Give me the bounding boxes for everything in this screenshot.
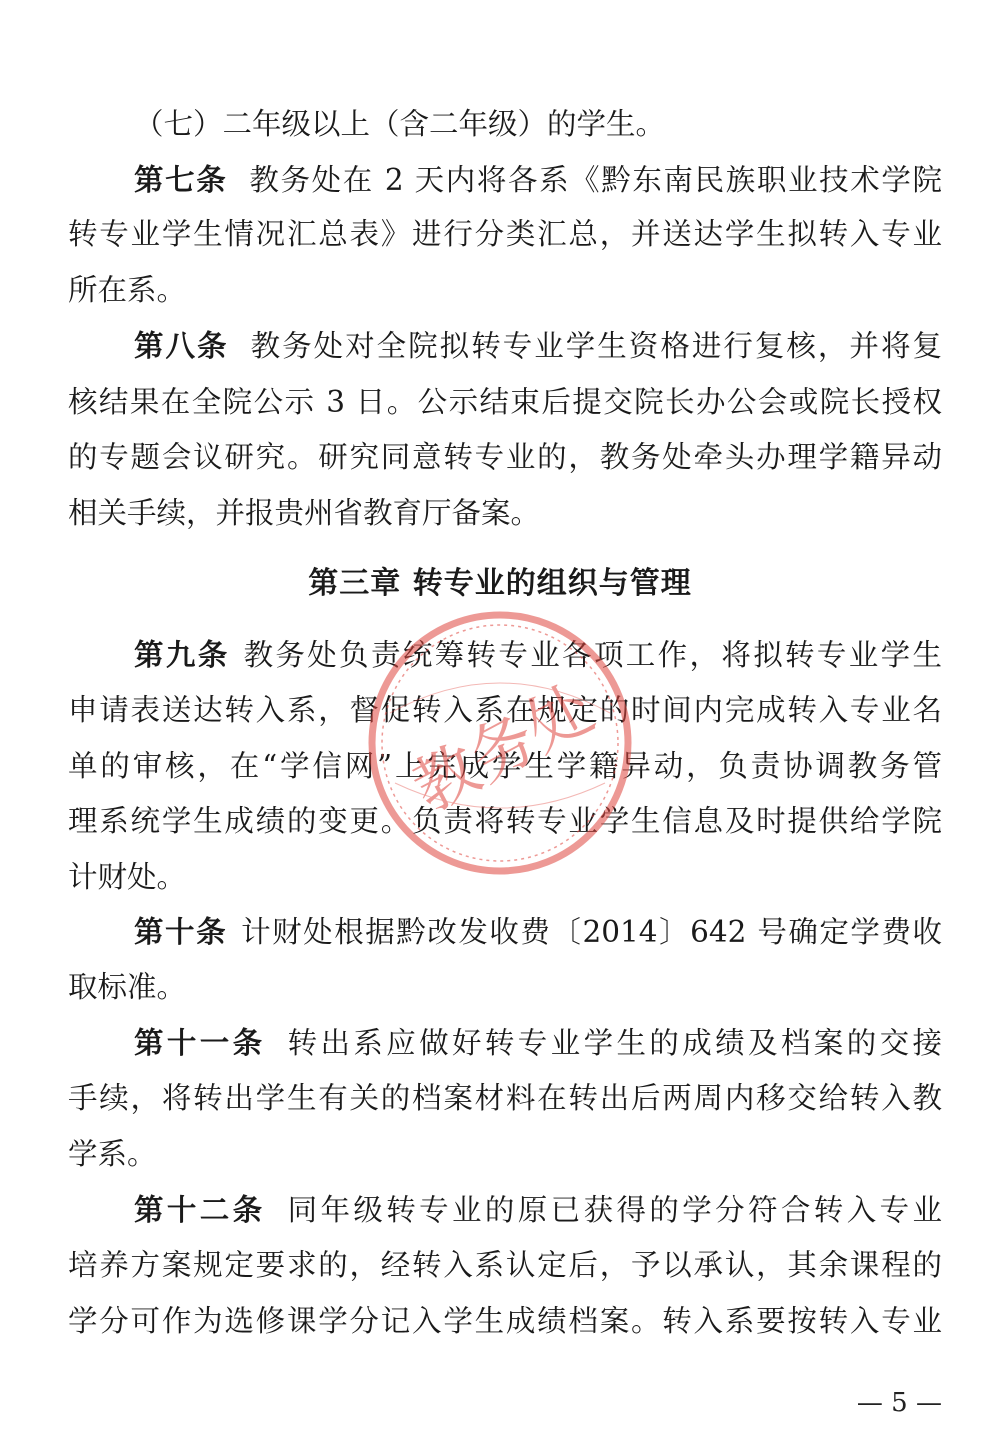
paragraph-text: 学分可作为选修课学分记入学生成绩档案。转入系要按转入专业: [68, 1304, 942, 1338]
paragraph-text: 取标准。: [68, 970, 187, 1004]
paragraph-text: （七）二年级以上（含二年级）的学生。: [134, 107, 666, 141]
article-12-label: 第十二条: [134, 1193, 266, 1227]
text-line: [68, 849, 942, 905]
text-line: [68, 1237, 942, 1293]
article-11-first-line: [134, 1015, 942, 1071]
text-line: [68, 374, 942, 430]
paragraph-text: 所在系。: [68, 273, 187, 307]
article-10-first-line: [134, 904, 942, 960]
paragraph-text: 教务处负责统筹转专业各项工作，将拟转专业学生: [243, 638, 942, 672]
text-line: [68, 1070, 942, 1126]
paragraph-text: 单的审核，在“学信网”上完成学生学籍异动，负责协调教务管: [68, 749, 942, 783]
paragraph-text: 计财处根据黔改发收费〔2014〕642 号确定学费收: [241, 915, 942, 949]
paragraph-text: 手续，将转出学生有关的档案材料在转出后两周内移交给转入教: [68, 1081, 942, 1115]
text-line: [134, 96, 942, 152]
text-line: [68, 1293, 942, 1349]
paragraph-text: 相关手续，并报贵州省教育厅备案。: [68, 496, 541, 530]
article-7-first-line: [134, 152, 942, 208]
paragraph-text: 申请表送达转入系，督促转入系在规定的时间内完成转入专业名: [68, 693, 942, 727]
chapter-title: 第三章 转专业的组织与管理: [308, 566, 692, 601]
text-line: [68, 1126, 942, 1182]
text-line: [68, 738, 942, 794]
article-9-first-line: [134, 627, 942, 683]
page-number: — 5 —: [856, 1388, 942, 1418]
text-line: [68, 682, 942, 738]
article-8-label: 第八条: [134, 329, 229, 363]
paragraph-text: 转出系应做好转专业学生的成绩及档案的交接: [287, 1026, 942, 1060]
paragraph-text: 教务处在 2 天内将各系《黔东南民族职业技术学院: [249, 163, 942, 197]
article-9-label: 第九条: [134, 638, 230, 672]
paragraph-text: 的专题会议研究。研究同意转专业的，教务处牵头办理学籍异动: [68, 440, 942, 474]
article-12-first-line: [134, 1182, 942, 1238]
text-line: [68, 429, 942, 485]
text-line: [68, 262, 942, 318]
paragraph-text: 理系统学生成绩的变更。负责将转专业学生信息及时提供给学院: [68, 804, 942, 838]
paragraph-text: 同年级转专业的原已获得的学分符合转入专业: [287, 1193, 942, 1227]
paragraph-text: 培养方案规定要求的，经转入系认定后，予以承认，其余课程的: [68, 1248, 942, 1282]
paragraph-text: 转专业学生情况汇总表》进行分类汇总，并送达学生拟转入专业: [68, 217, 942, 251]
paragraph-text: 核结果在全院公示 3 日。公示结束后提交院长办公会或院长授权: [68, 385, 942, 419]
text-line: [68, 485, 942, 541]
paragraph-text: 学系。: [68, 1137, 157, 1171]
paragraph-text: 计财处。: [68, 860, 187, 894]
article-10-label: 第十条: [134, 915, 228, 949]
text-line: [68, 206, 942, 262]
paragraph-text: 教务处对全院拟转专业学生资格进行复核，并将复: [250, 329, 942, 363]
seal-text: 教务处: [401, 671, 606, 827]
text-line: [68, 959, 942, 1015]
article-8-first-line: [134, 318, 942, 374]
article-11-label: 第十一条: [134, 1026, 266, 1060]
text-line: [68, 793, 942, 849]
article-7-label: 第七条: [134, 163, 228, 197]
